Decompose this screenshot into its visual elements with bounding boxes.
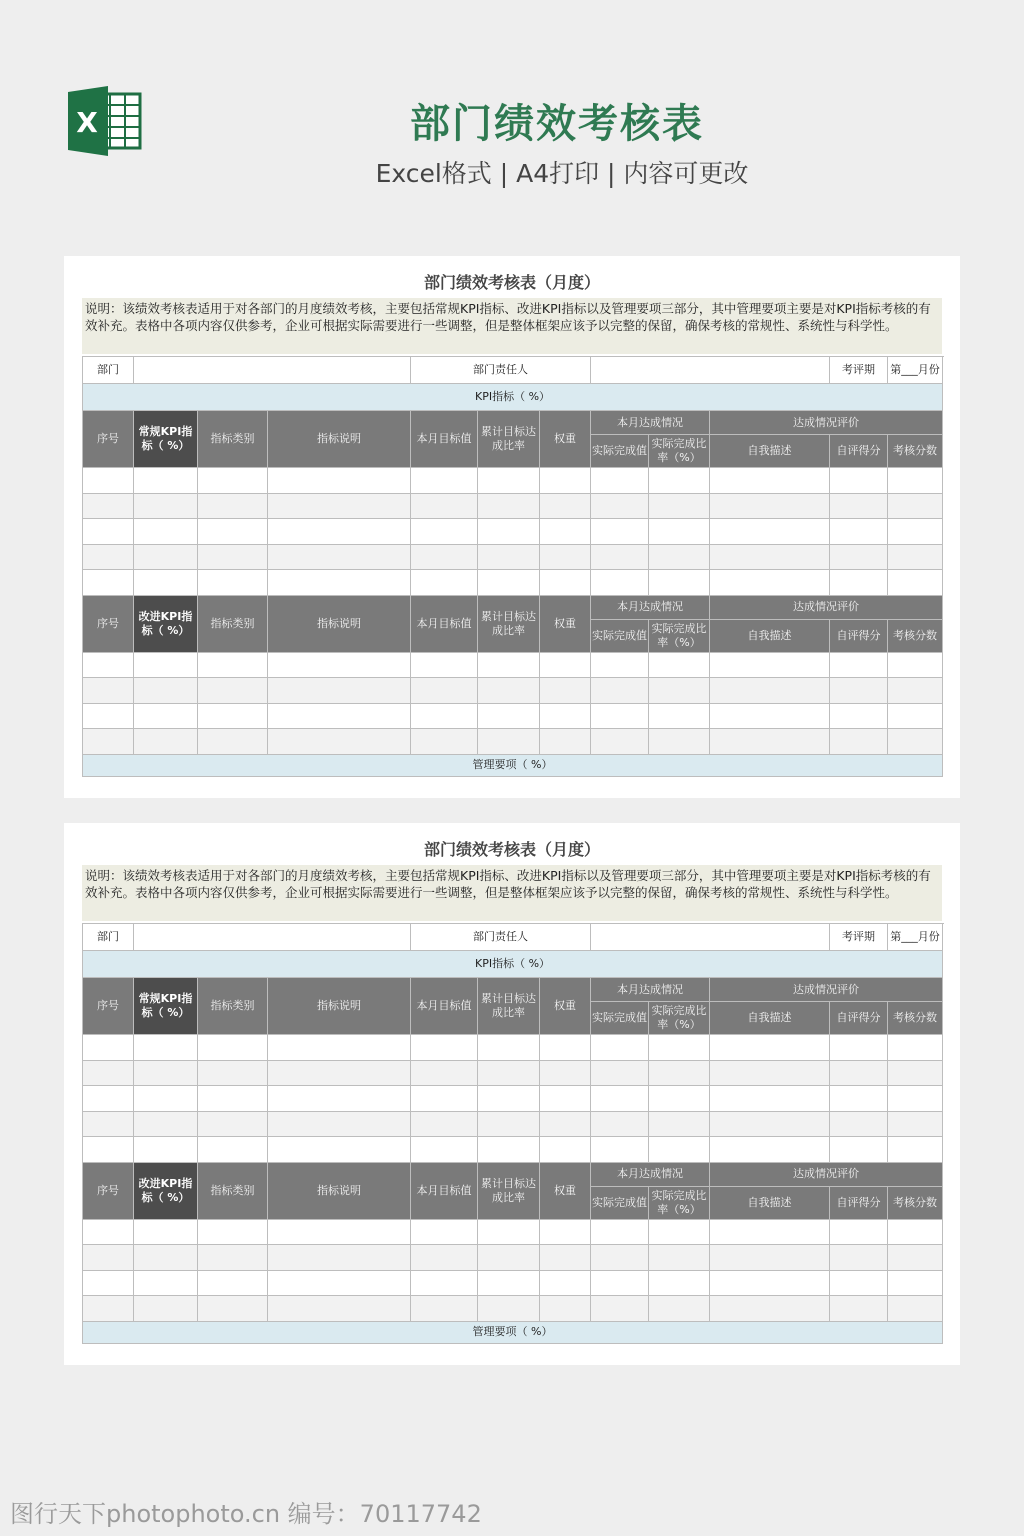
- header-seq: 序号: [83, 1162, 134, 1219]
- header-self-desc: 自我描述: [710, 435, 830, 468]
- table-row[interactable]: [83, 1270, 943, 1296]
- kpi-band: KPI指标（ %）: [83, 951, 943, 978]
- table-row[interactable]: [83, 519, 943, 545]
- table-row[interactable]: [83, 570, 943, 596]
- table-row[interactable]: [83, 1035, 943, 1061]
- header-improve-kpi: 改进KPI指标（ %）: [134, 595, 198, 652]
- header-weight: 权重: [540, 978, 591, 1035]
- dept-label: 部门: [83, 357, 134, 384]
- header-month-status: 本月达成情况: [591, 978, 710, 1002]
- leader-label: 部门责任人: [411, 924, 591, 951]
- table-row[interactable]: [83, 652, 943, 678]
- header-target: 本月目标值: [411, 978, 478, 1035]
- header-evaluation: 达成情况评价: [710, 411, 943, 435]
- sheet-title: 部门绩效考核表（月度）: [423, 840, 600, 859]
- table-row[interactable]: [83, 1296, 943, 1322]
- header-actual-ratio: 实际完成比率（%）: [649, 435, 710, 468]
- table-row[interactable]: [83, 468, 943, 494]
- table-row[interactable]: [83, 1219, 943, 1245]
- header-actual-value: 实际完成值: [591, 1186, 649, 1219]
- leader-value-cell[interactable]: [591, 924, 830, 951]
- sheet-preview-2: [64, 823, 960, 1365]
- dept-label: 部门: [83, 924, 134, 951]
- header-seq: 序号: [83, 595, 134, 652]
- header-regular-kpi: 常规KPI指标（ %）: [134, 978, 198, 1035]
- page-subtitle: Excel格式 | A4打印 | 内容可更改: [375, 159, 749, 188]
- header-assess-score: 考核分数: [888, 1186, 943, 1219]
- header-explain: 指标说明: [268, 1162, 411, 1219]
- leader-label: 部门责任人: [411, 357, 591, 384]
- header-self-desc: 自我描述: [710, 619, 830, 652]
- header-self-score: 自评得分: [830, 1002, 888, 1035]
- period-value[interactable]: 第___月份: [888, 924, 943, 951]
- header-seq: 序号: [83, 978, 134, 1035]
- header-category: 指标类别: [198, 411, 268, 468]
- mgmt-band: 管理要项（ %）: [83, 754, 943, 776]
- header-month-status: 本月达成情况: [591, 595, 710, 619]
- table-row[interactable]: [83, 493, 943, 519]
- leader-value-cell[interactable]: [591, 357, 830, 384]
- table-row[interactable]: [83, 678, 943, 704]
- header-evaluation: 达成情况评价: [710, 595, 943, 619]
- header-assess-score: 考核分数: [888, 619, 943, 652]
- kpi-table: [82, 923, 943, 1344]
- header-category: 指标类别: [198, 978, 268, 1035]
- header-actual-ratio: 实际完成比率（%）: [649, 1186, 710, 1219]
- header-month-status: 本月达成情况: [591, 411, 710, 435]
- header-weight: 权重: [540, 1162, 591, 1219]
- header-explain: 指标说明: [268, 978, 411, 1035]
- watermark-text: 图行天下photophoto.cn 编号：70117742: [10, 1500, 482, 1528]
- period-value[interactable]: 第___月份: [888, 357, 943, 384]
- header-cumulative: 累计目标达成比率: [478, 978, 540, 1035]
- sheet-description: 说明：该绩效考核表适用于对各部门的月度绩效考核，主要包括常规KPI指标、改进KPI指标以及管理要项三部分，其中管理要项主要是对KPI指标考核的有效补充。表格中各项内容仅供参考，企业可根据实际需要进行一些调整，但是整体框架应该予以完整的保留，确保考核的常规性、系统性与科学性。: [82, 298, 942, 354]
- header-regular-kpi: 常规KPI指标（ %）: [134, 411, 198, 468]
- table-row[interactable]: [83, 729, 943, 755]
- header-actual-ratio: 实际完成比率（%）: [649, 1002, 710, 1035]
- table-row[interactable]: [83, 1086, 943, 1112]
- header-actual-ratio: 实际完成比率（%）: [649, 619, 710, 652]
- header-weight: 权重: [540, 411, 591, 468]
- header-explain: 指标说明: [268, 411, 411, 468]
- period-label: 考评期: [830, 924, 888, 951]
- header-actual-value: 实际完成值: [591, 435, 649, 468]
- header-target: 本月目标值: [411, 595, 478, 652]
- sheet-description: 说明：该绩效考核表适用于对各部门的月度绩效考核，主要包括常规KPI指标、改进KPI指标以及管理要项三部分，其中管理要项主要是对KPI指标考核的有效补充。表格中各项内容仅供参考，企业可根据实际需要进行一些调整，但是整体框架应该予以完整的保留，确保考核的常规性、系统性与科学性。: [82, 865, 942, 921]
- mgmt-band: 管理要项（ %）: [83, 1321, 943, 1343]
- kpi-table: [82, 356, 943, 777]
- header-assess-score: 考核分数: [888, 1002, 943, 1035]
- kpi-band: KPI指标（ %）: [83, 384, 943, 411]
- header-self-score: 自评得分: [830, 435, 888, 468]
- header-actual-value: 实际完成值: [591, 619, 649, 652]
- header-self-desc: 自我描述: [710, 1186, 830, 1219]
- header-weight: 权重: [540, 595, 591, 652]
- header-improve-kpi: 改进KPI指标（ %）: [134, 1162, 198, 1219]
- header-cumulative: 累计目标达成比率: [478, 1162, 540, 1219]
- header-explain: 指标说明: [268, 595, 411, 652]
- dept-value-cell[interactable]: [134, 924, 411, 951]
- table-row[interactable]: [83, 1111, 943, 1137]
- header-evaluation: 达成情况评价: [710, 978, 943, 1002]
- header-target: 本月目标值: [411, 1162, 478, 1219]
- table-row[interactable]: [83, 544, 943, 570]
- header-target: 本月目标值: [411, 411, 478, 468]
- excel-logo-letter: X: [76, 106, 98, 139]
- table-row[interactable]: [83, 703, 943, 729]
- period-label: 考评期: [830, 357, 888, 384]
- table-row[interactable]: [83, 1245, 943, 1271]
- table-row[interactable]: [83, 1137, 943, 1163]
- header-self-score: 自评得分: [830, 619, 888, 652]
- header-seq: 序号: [83, 411, 134, 468]
- header-category: 指标类别: [198, 1162, 268, 1219]
- table-row[interactable]: [83, 1060, 943, 1086]
- sheet-title: 部门绩效考核表（月度）: [423, 273, 600, 292]
- header-month-status: 本月达成情况: [591, 1162, 710, 1186]
- header-self-score: 自评得分: [830, 1186, 888, 1219]
- header-self-desc: 自我描述: [710, 1002, 830, 1035]
- page-title: 部门绩效考核表: [410, 101, 704, 147]
- header-actual-value: 实际完成值: [591, 1002, 649, 1035]
- sheet-preview-1: [64, 256, 960, 798]
- header-category: 指标类别: [198, 595, 268, 652]
- header-cumulative: 累计目标达成比率: [478, 595, 540, 652]
- header-assess-score: 考核分数: [888, 435, 943, 468]
- dept-value-cell[interactable]: [134, 357, 411, 384]
- header-cumulative: 累计目标达成比率: [478, 411, 540, 468]
- header-evaluation: 达成情况评价: [710, 1162, 943, 1186]
